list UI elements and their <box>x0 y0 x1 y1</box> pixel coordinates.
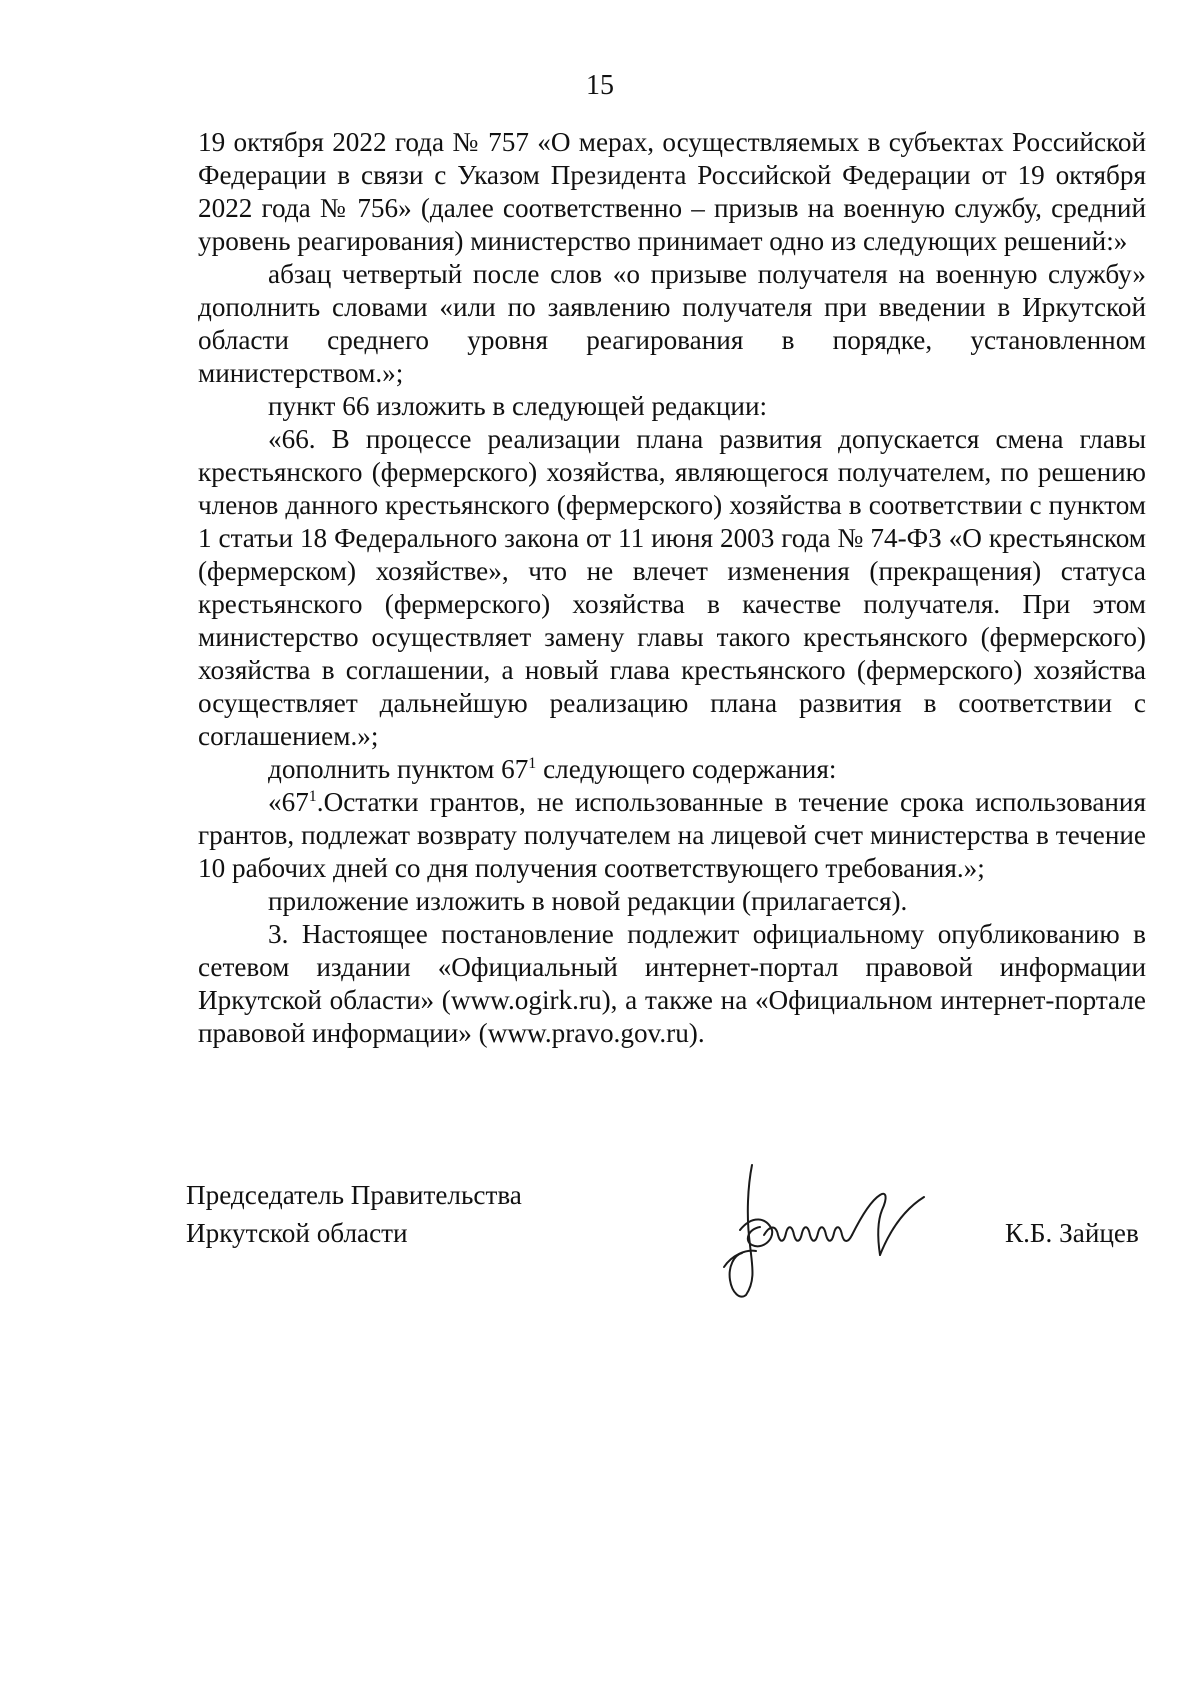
paragraph-punkt-66-text: «66. В процессе реализации плана развития допускается смена главы крестьянского (фермерского) хозяйства, являющегося получателем, по решению членов данного крестьянского (фермерского) хозяйства в соответствии с пунктом 1 статьи 18 Федерального закона от 11 июня 2003 года № 74-ФЗ «О крестьянском (фермерском) хозяйстве», что не влечет изменения (прекращения) статуса крестьянского (фермерского) хозяйства в качестве получателя. При этом министерство осуществляет замену главы такого крестьянского (фермерского) хозяйства в соглашении, а новый глава крестьянского (фермерского) хозяйства осуществляет дальнейшую реализацию плана развития в соответствии с соглашением.»; <box>198 424 1146 751</box>
paragraph-amendment-abzac: абзац четвертый после слов «о призыве получателя на военную службу» дополнить словами «или по заявлению получателя при введении в Иркутской области среднего уровня реагирования в порядке, установленном министерством.»; <box>198 259 1146 388</box>
signatory-name: К.Б. Зайцев <box>1005 1218 1139 1248</box>
superscript-1: 1 <box>308 788 317 805</box>
superscript-1: 1 <box>528 755 537 772</box>
paragraph-punkt-67-1-after: .Остатки грантов, не использованные в течение срока использования грантов, подлежат возврату получателем на лицевой счет министерства в течение 10 рабочих дней со дня получения соответствующего требования.»; <box>198 787 1146 883</box>
page-number: 15 <box>586 70 614 101</box>
paragraph-continuation: 19 октября 2022 года № 757 «О мерах, осуществляемых в субъектах Российской Федерации в связи с Указом Президента Российской Федерации от 19 октября 2022 года № 756» (далее соответственно – призыв на военную службу, средний уровень реагирования) министерство принимает одно из следующих решений:» <box>198 127 1146 256</box>
document-body <box>198 126 1146 1050</box>
handwritten-signature <box>712 1155 962 1305</box>
signatory-position-line-2: Иркутской области <box>186 1218 408 1248</box>
paragraph-amendment-punkt-66-intro: пункт 66 изложить в следующей редакции: <box>268 391 768 421</box>
paragraph-add-punkt-67-1-before: дополнить пунктом 67 <box>268 754 529 784</box>
paragraph-add-punkt-67-1 <box>198 753 1146 786</box>
paragraph-punkt-67-1-before: «67 <box>268 787 309 817</box>
paragraph-appendix: приложение изложить в новой редакции (прилагается). <box>268 886 908 916</box>
signatory-position-line-1: Председатель Правительства <box>186 1180 522 1210</box>
signatory-position <box>186 1176 522 1252</box>
paragraph-punkt-67-1-text <box>198 786 1146 885</box>
paragraph-publication: 3. Настоящее постановление подлежит официальному опубликованию в сетевом издании «Официальный интернет-портал правовой информации Иркутской области» (www.ogirk.ru), а также на «Официальном интернет-портале правовой информации» (www.pravo.gov.ru). <box>198 919 1146 1048</box>
paragraph-add-punkt-67-1-after: следующего содержания: <box>536 754 837 784</box>
